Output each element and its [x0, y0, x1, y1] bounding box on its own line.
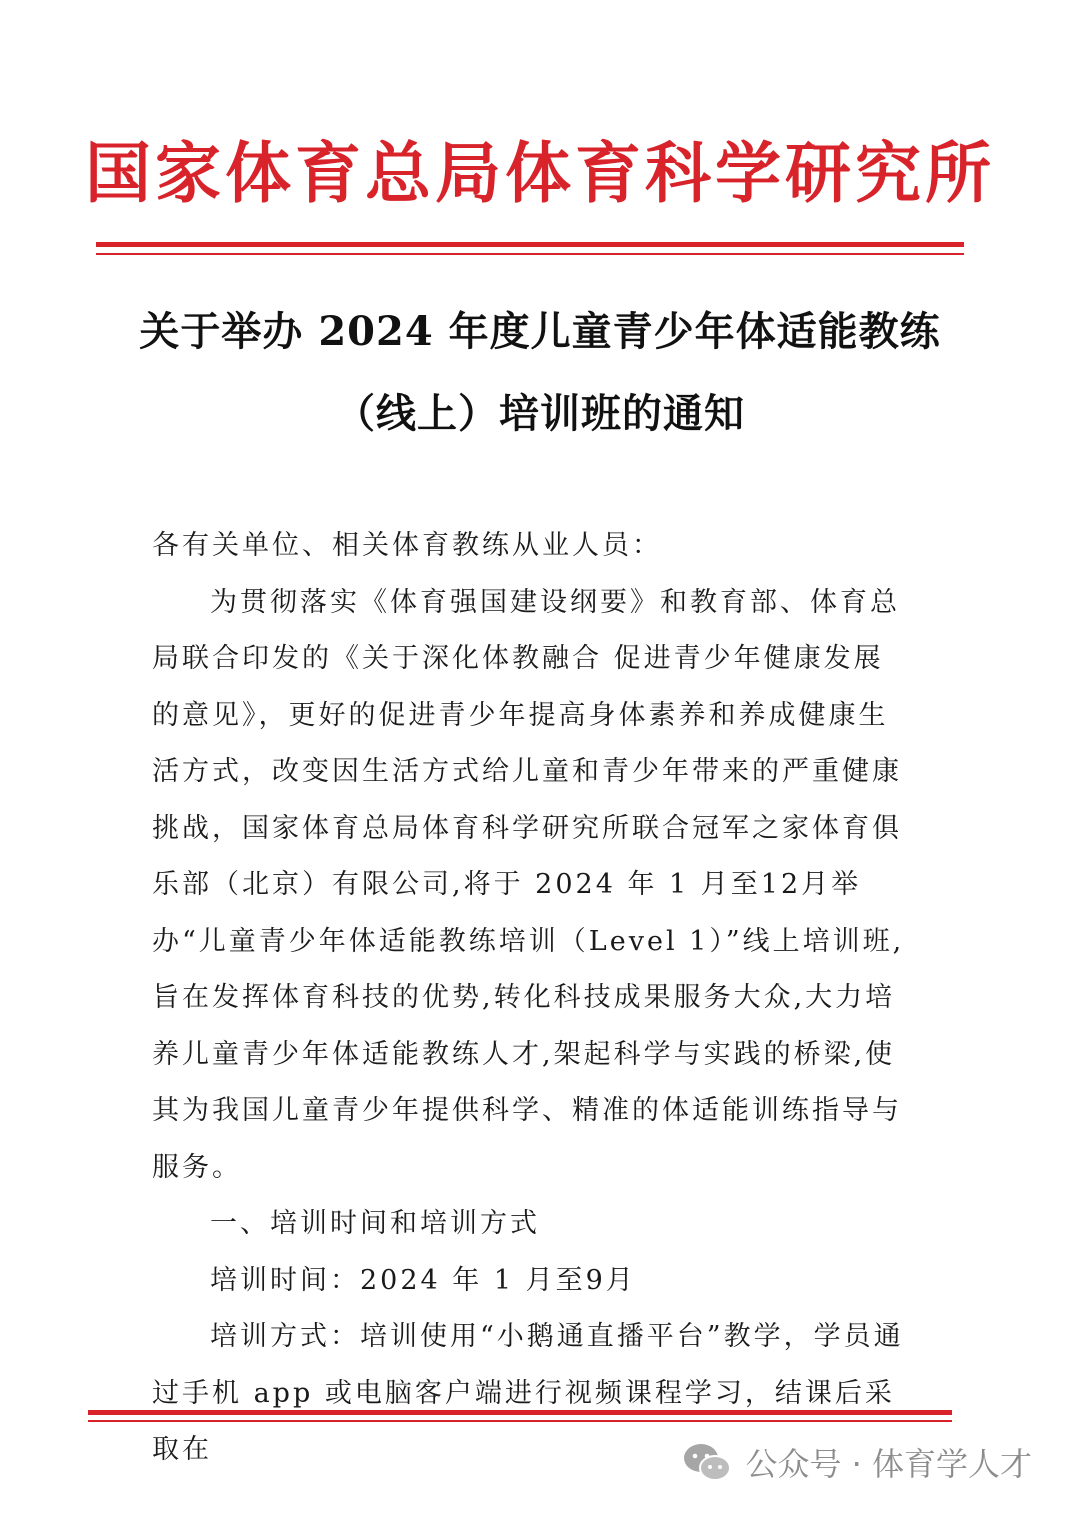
training-time: 培训时间：2024 年 1 月至9月	[210, 1264, 636, 1296]
footer-rule-thick	[88, 1410, 952, 1415]
footer-watermark	[681, 1440, 1032, 1484]
paragraph-purpose: 为贯彻落实《体育强国建设纲要》和教育部、体育总局联合印发的《关于深化体教融合 促进青少年健康发展的意见》，更好的促进青少年提高身体素养和养成健康生活方式，改变因生活方式给儿童和青少年带来的严重健康挑战，国家体育总局体育科学研究所联合冠军之家体育俱乐部（北京）有限公司,将于 2024 年 1 月至12月举办“儿童青少年体适能教练培训（Level 1）”线上培训班,旨在发挥体育科技的优势,转化科技成果服务大众,大力培养儿童青少年体适能教练人才,架起科学与实践的桥梁,使其为我国儿童青少年提供科学、精准的体适能训练指导与服务。	[152, 586, 905, 1183]
notice-title-line1: 关于举办 2024 年度儿童青少年体适能教练	[139, 308, 941, 355]
salutation: 各有关单位、相关体育教练从业人员：	[152, 530, 662, 561]
footer-rule-thin	[88, 1420, 952, 1422]
notice-title-line2: （线上）培训班的通知	[335, 390, 745, 437]
training-method: 培训方式：培训使用“小鹅通直播平台”教学，学员通过手机 app 或电脑客户端进行视频课程学习，结课后采取在	[152, 1321, 904, 1465]
section-heading-training: 一、培训时间和培训方式	[210, 1208, 540, 1239]
letterhead-rule-thick	[96, 242, 964, 247]
letterhead-rule-thin	[96, 253, 964, 255]
letterhead-org-name: 国家体育总局体育科学研究所	[85, 134, 995, 212]
watermark-text: 公众号 · 体育学人才	[745, 1445, 1032, 1483]
wechat-icon	[681, 1440, 733, 1484]
document-body	[152, 518, 912, 1479]
